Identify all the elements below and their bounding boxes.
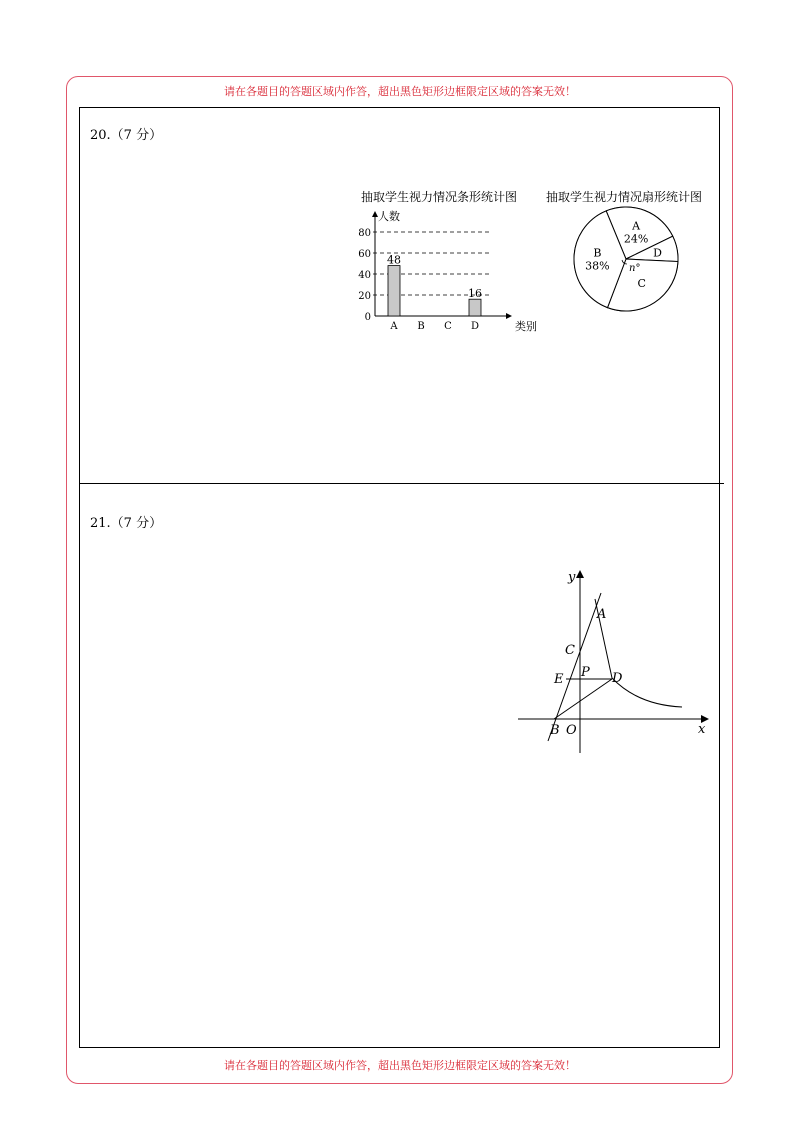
label-x: x xyxy=(698,722,706,737)
pie-label-D: D xyxy=(653,246,662,260)
bar-x-label: 类别 xyxy=(515,320,537,333)
pie-label-C: C xyxy=(637,276,646,290)
bar-category-A: A xyxy=(390,321,398,332)
label-a: A xyxy=(597,607,607,622)
pie-chart xyxy=(568,201,688,321)
label-o: O xyxy=(566,723,577,738)
label-b: B xyxy=(550,723,560,738)
bar-y-tick-80: 80 xyxy=(358,228,371,239)
label-c: C xyxy=(565,643,575,658)
pie-label-B: B xyxy=(593,246,602,260)
bar-category-D: D xyxy=(470,321,480,332)
bar-category-C: C xyxy=(444,321,452,332)
warning-bottom: 请在各题目的答题区域内作答，超出黑色矩形边框限定区域的答案无效！ xyxy=(224,1059,576,1072)
pie-angle-label: n° xyxy=(629,263,641,274)
bar-y-tick-0: 0 xyxy=(364,312,371,323)
hyperbola-curve xyxy=(595,599,682,707)
pie-chart-title: 抽取学生视力情况扇形统计图 xyxy=(546,190,703,204)
coordinate-figure xyxy=(512,565,722,755)
question-21-number: 21.（7 分） xyxy=(90,516,163,531)
question-20-number: 20.（7 分） xyxy=(90,128,163,143)
bar-y-tick-40: 40 xyxy=(358,270,371,281)
bar-A xyxy=(388,266,400,316)
bar-chart xyxy=(355,208,535,338)
warning-top: 请在各题目的答题区域内作答，超出黑色矩形边框限定区域的答案无效！ xyxy=(224,85,576,98)
bar-y-tick-20: 20 xyxy=(358,291,371,302)
label-p: P xyxy=(581,665,590,680)
bar-chart-title: 抽取学生视力情况条形统计图 xyxy=(361,190,518,204)
bar-value-label-A: 48 xyxy=(387,253,401,267)
pie-percent-B: 38% xyxy=(585,259,610,273)
question-divider xyxy=(79,483,724,484)
label-d: D xyxy=(612,671,623,686)
pie-label-A: A xyxy=(632,219,641,233)
pie-percent-A: 24% xyxy=(623,232,649,246)
bar-y-tick-60: 60 xyxy=(358,249,371,260)
bar-y-label: 人数 xyxy=(378,210,400,223)
bar-category-B: B xyxy=(417,321,425,332)
bar-value-label-D: 16 xyxy=(468,287,482,301)
label-e: E xyxy=(554,672,564,687)
label-y: y xyxy=(568,570,576,585)
bar-D xyxy=(469,299,481,316)
